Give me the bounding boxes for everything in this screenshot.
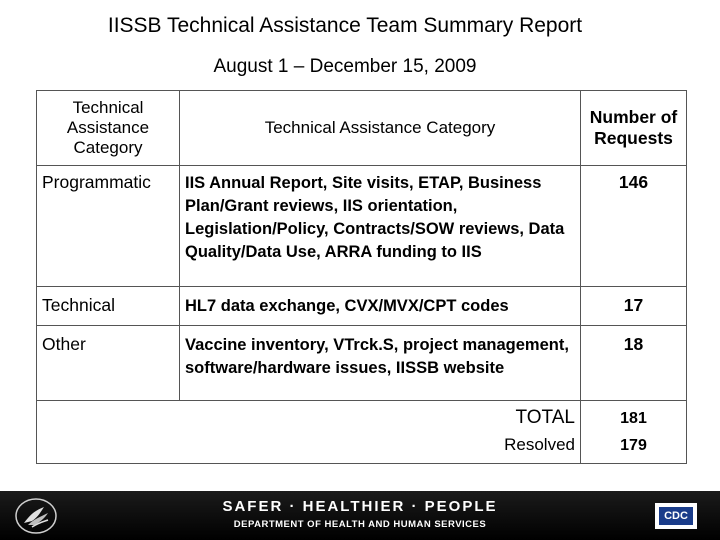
table-row: [37, 326, 687, 401]
report-title: IISSB Technical Assistance Team Summary Report: [107, 14, 583, 37]
row-count: 146: [581, 166, 687, 287]
cdc-logo-text: CDC: [659, 507, 693, 525]
row-description: IIS Annual Report, Site visits, ETAP, Business Plan/Grant reviews, IIS orientation, Legislation/Policy, Contracts/SOW reviews, Data Quality/Data Use, ARRA funding to IIS: [180, 166, 581, 287]
totals-values: [581, 401, 687, 464]
table-row: [37, 166, 687, 287]
totals-row: [37, 401, 687, 464]
totals-labels: [37, 401, 581, 464]
header-description: Technical Assistance Category: [180, 91, 581, 166]
row-description: HL7 data exchange, CVX/MVX/CPT codes: [180, 287, 581, 326]
header-count: Number of Requests: [581, 91, 687, 166]
report-date-range: August 1 – December 15, 2009: [213, 56, 477, 77]
total-label: TOTAL: [515, 407, 575, 428]
row-category: Programmatic: [37, 166, 180, 287]
header-category: Technical Assistance Category: [37, 91, 180, 166]
table-row: [37, 287, 687, 326]
row-category: Other: [37, 326, 180, 401]
table-header-row: [37, 91, 687, 166]
footer-slogan: SAFER · HEALTHIER · PEOPLE: [222, 498, 498, 515]
row-count: 17: [581, 287, 687, 326]
row-count: 18: [581, 326, 687, 401]
footer-department: DEPARTMENT OF HEALTH AND HUMAN SERVICES: [233, 519, 487, 530]
row-description: Vaccine inventory, VTrck.S, project management, software/hardware issues, IISSB website: [180, 326, 581, 401]
resolved-label: Resolved: [504, 435, 575, 454]
footer-banner: [0, 491, 720, 540]
row-category: Technical: [37, 287, 180, 326]
cdc-logo-icon: [655, 503, 697, 529]
summary-table: [36, 90, 687, 464]
resolved-value: 179: [620, 437, 647, 454]
total-value: 181: [620, 410, 647, 427]
